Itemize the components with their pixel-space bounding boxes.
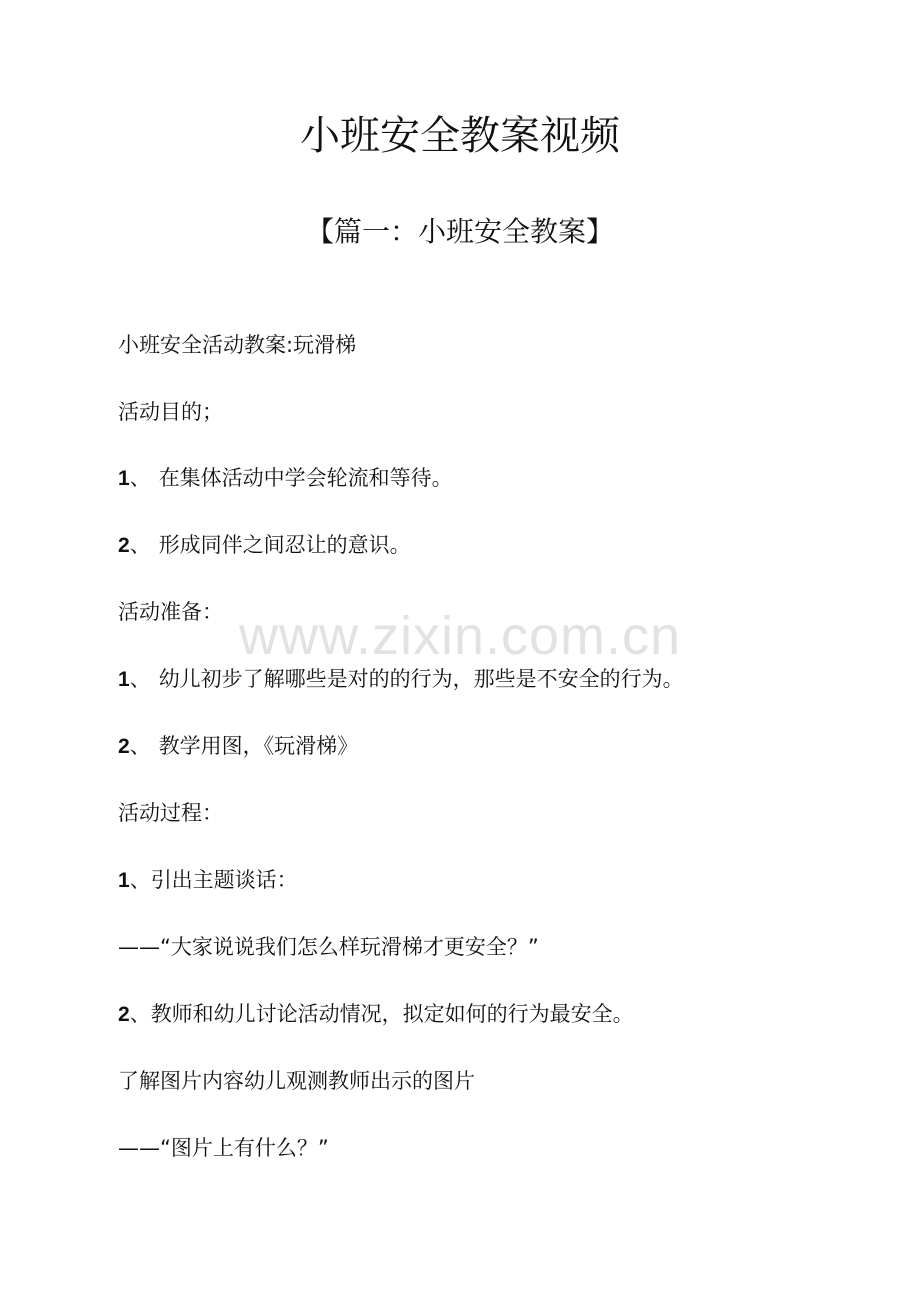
paragraph-text: 幼儿初步了解哪些是对的的行为，那些是不安全的行为。: [158, 667, 684, 691]
paragraph-lesson-title: [118, 330, 356, 360]
list-number: 1: [118, 869, 130, 892]
list-number: 1: [118, 467, 130, 490]
list-number: 2: [118, 534, 130, 557]
paragraph-heading-preparation: [118, 597, 223, 627]
list-item-process-1: [118, 865, 298, 896]
paragraph-quote-1: [118, 932, 539, 962]
paragraph-quote-2: [118, 1133, 329, 1163]
paragraph-text: 教学用图，《玩滑梯》: [158, 734, 359, 758]
list-separator: 、: [129, 868, 151, 892]
list-separator: 、: [129, 1002, 151, 1026]
paragraph-text: 教师和幼儿讨论活动情况，拟定如何的行为最安全。: [150, 1002, 634, 1026]
list-number: 1: [118, 668, 130, 691]
paragraph-text: 活动过程：: [118, 801, 223, 825]
list-item-process-2: [118, 999, 634, 1030]
paragraph-text: 活动准备：: [118, 600, 223, 624]
paragraph-text: 在集体活动中学会轮流和等待。: [158, 466, 453, 490]
document-title: 小班安全教案视频: [300, 113, 620, 159]
list-item-goal-2: [118, 530, 411, 561]
paragraph-heading-process: [118, 798, 223, 828]
list-separator: 、: [129, 466, 151, 490]
list-item-prep-1: [118, 664, 684, 695]
paragraph-heading-goals: [118, 397, 223, 427]
paragraph-text: 了解图片内容幼儿观测教师出示的图片: [118, 1069, 475, 1093]
list-number: 2: [118, 735, 130, 758]
paragraph-text: ——“图片上有什么？”: [118, 1136, 329, 1160]
list-separator: 、: [129, 533, 151, 557]
paragraph-picture-intro: [118, 1066, 475, 1096]
watermark: www.zixin.com.cn: [238, 606, 682, 666]
list-number: 2: [118, 1003, 130, 1026]
list-item-goal-1: [118, 463, 453, 494]
paragraph-text: 小班安全活动教案:玩滑梯: [118, 333, 357, 357]
list-separator: 、: [129, 734, 151, 758]
paragraph-text: 活动目的；: [118, 400, 223, 424]
paragraph-text: ——“大家说说我们怎么样玩滑梯才更安全？”: [118, 935, 539, 959]
paragraph-text: 形成同伴之间忍让的意识。: [158, 533, 411, 557]
paragraph-text: 引出主题谈话：: [150, 868, 298, 892]
document-subtitle: 【篇一：小班安全教案】: [305, 215, 614, 248]
list-item-prep-2: [118, 731, 358, 762]
list-separator: 、: [129, 667, 151, 691]
